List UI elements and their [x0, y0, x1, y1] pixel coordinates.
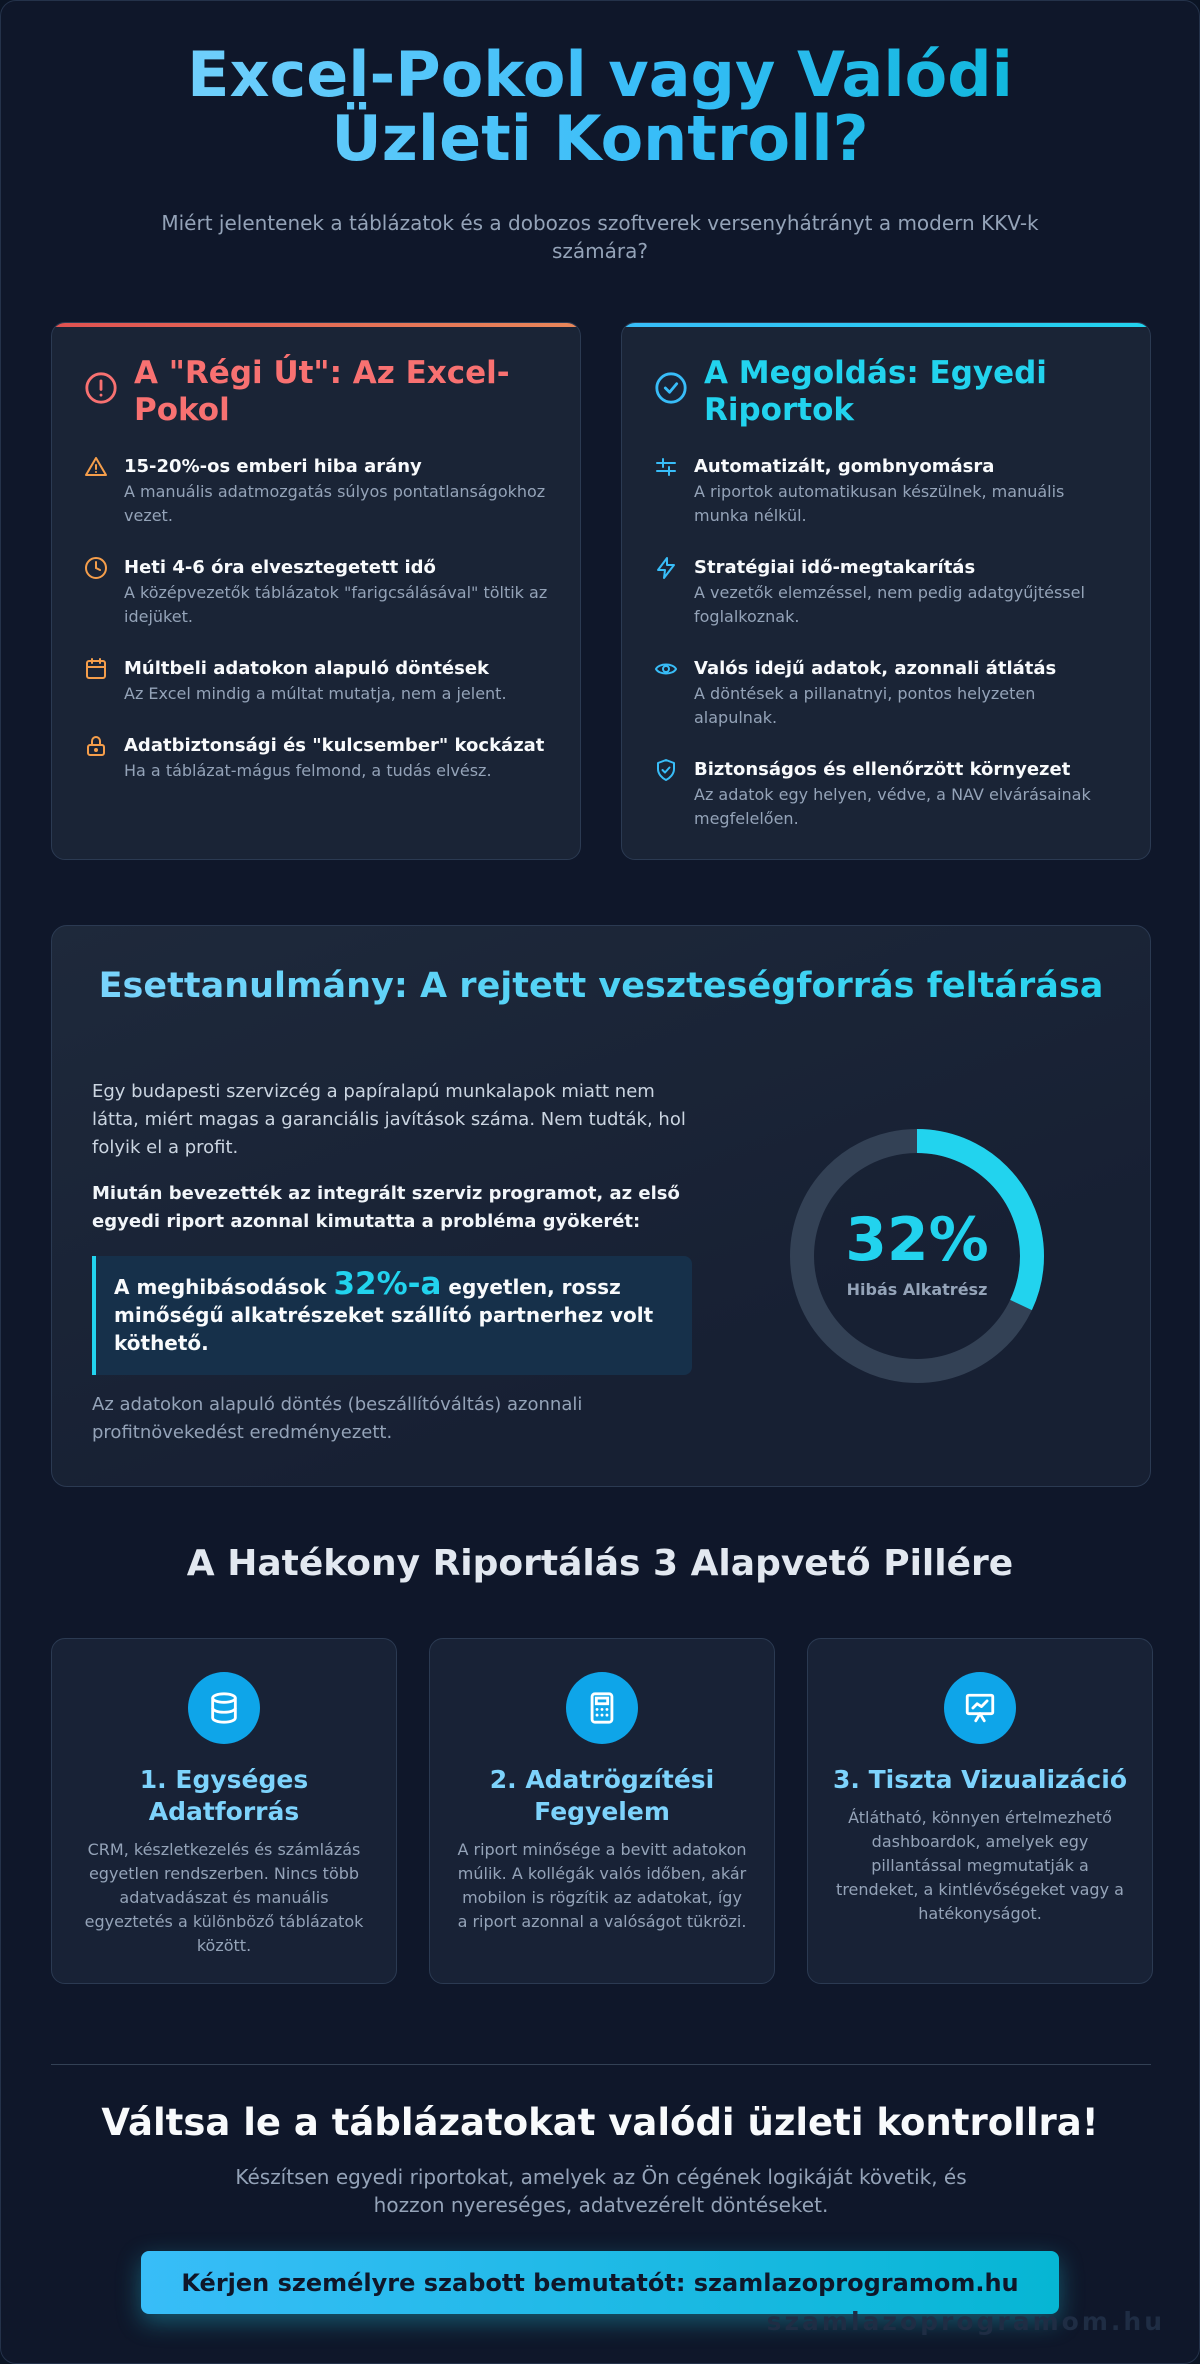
old-way-item	[84, 453, 550, 528]
presentation-chart-icon	[963, 1691, 997, 1725]
item-title: Múltbeli adatokon alapuló döntések	[124, 658, 490, 679]
item-desc: A döntések a pillanatnyi, pontos helyzeten alapulnak.	[694, 684, 1036, 727]
solution-accent-bar	[622, 323, 1150, 327]
solution-item	[654, 554, 1120, 629]
page-subtitle: Miért jelentenek a táblázatok és a dobozos szoftverek versenyhátrányt a modern KKV-k számára?	[161, 211, 1039, 263]
item-title: Stratégiai idő-megtakarítás	[694, 557, 976, 578]
item-desc: A vezetők elemzéssel, nem pedig adatgyűjtéssel foglalkoznak.	[694, 583, 1085, 626]
lightning-icon	[654, 556, 678, 580]
case-study-quote	[92, 1256, 692, 1375]
item-desc: Ha a táblázat-mágus felmond, a tudás elvész.	[124, 761, 492, 780]
warning-triangle-icon	[84, 455, 108, 479]
check-circle-icon	[654, 371, 688, 405]
old-way-card	[51, 322, 581, 860]
cta-title: Váltsa le a táblázatokat valódi üzleti kontrollra!	[101, 2101, 1099, 2144]
pillar-icon-circle	[566, 1672, 638, 1744]
demo-request-button[interactable]: Kérjen személyre szabott bemutatót: szamlazoprogramom.hu	[141, 2251, 1059, 2314]
clock-icon	[84, 556, 108, 580]
page-title: Excel-Pokol vagy Valódi Üzleti Kontroll?	[80, 43, 1120, 171]
solution-item	[654, 756, 1120, 831]
old-way-title: A "Régi Út": Az Excel-Pokol	[134, 355, 510, 428]
section-divider	[51, 2064, 1151, 2065]
pillar-desc: Átlátható, könnyen értelmezhető dashboardok, amelyek egy pillantással megmutatják a trendeket, a kintlévőségeket vagy a hatékonyságot.	[836, 1808, 1124, 1923]
case-study-finding: Miután bevezették az integrált szerviz programot, az első egyedi riport azonnal kimutatta a probléma gyökerét:	[92, 1183, 680, 1232]
quote-highlight: 32%-a	[333, 1266, 442, 1302]
old-way-accent-bar	[52, 323, 580, 327]
item-title: Automatizált, gombnyomásra	[694, 456, 995, 477]
calendar-icon	[84, 657, 108, 681]
calculator-icon	[585, 1691, 619, 1725]
solution-title: A Megoldás: Egyedi Riportok	[704, 355, 1047, 428]
quote-text-before: A meghibásodások	[114, 1275, 334, 1299]
case-study-section	[51, 925, 1151, 1487]
item-title: Valós idejű adatok, azonnali átlátás	[694, 658, 1057, 679]
pillar-icon-circle	[188, 1672, 260, 1744]
item-title: Heti 4-6 óra elvesztegetett idő	[124, 557, 436, 578]
old-way-item	[84, 554, 550, 629]
item-desc: A középvezetők táblázatok "farigcsálásával" töltik az idejüket.	[124, 583, 548, 626]
lock-icon	[84, 734, 108, 758]
pillar-card	[429, 1638, 775, 1984]
donut-percentage: 32%	[845, 1205, 989, 1275]
item-desc: A riportok automatikusan készülnek, manuális munka nélkül.	[694, 482, 1065, 525]
exclamation-circle-icon	[84, 371, 118, 405]
item-desc: Az adatok egy helyen, védve, a NAV elvárásainak megfelelően.	[694, 785, 1091, 828]
pillar-icon-circle	[944, 1672, 1016, 1744]
pillar-title: 1. Egységes Adatforrás	[139, 1765, 309, 1826]
pillars-title: A Hatékony Riportálás 3 Alapvető Pillére	[186, 1543, 1014, 1584]
pillar-desc: CRM, készletkezelés és számlázás egyetlen rendszerben. Nincs több adatvadászat és manuális egyeztetés a különböző táblázatok között.	[84, 1840, 364, 1955]
item-desc: Az Excel mindig a múltat mutatja, nem a jelent.	[124, 684, 507, 703]
item-title: 15-20%-os emberi hiba arány	[124, 456, 422, 477]
item-desc: A manuális adatmozgatás súlyos pontatlanságokhoz vezet.	[124, 482, 546, 525]
solution-item	[654, 655, 1120, 730]
case-study-intro: Egy budapesti szervizcég a papíralapú munkalapok miatt nem látta, miért magas a garanciális javítások száma. Nem tudták, hol folyik el a profit.	[92, 1081, 686, 1158]
solution-item	[654, 453, 1120, 528]
case-study-title: Esettanulmány: A rejtett veszteségforrás feltárása	[52, 966, 1150, 1006]
pillar-card	[807, 1638, 1153, 1984]
item-title: Biztonságos és ellenőrzött környezet	[694, 759, 1071, 780]
sliders-icon	[654, 455, 678, 479]
database-icon	[207, 1691, 241, 1725]
donut-label: Hibás Alkatrész	[846, 1280, 988, 1299]
hero	[1, 1, 1199, 265]
donut-gauge	[787, 1126, 1047, 1386]
pillar-title: 2. Adatrögzítési Fegyelem	[489, 1765, 715, 1826]
old-way-item	[84, 655, 550, 706]
eye-icon	[654, 657, 678, 681]
shield-check-icon	[654, 758, 678, 782]
pillar-title: 3. Tiszta Vizualizáció	[833, 1765, 1127, 1794]
comparison-section	[51, 322, 1151, 860]
solution-card	[621, 322, 1151, 860]
pillar-desc: A riport minősége a bevitt adatokon múlik. A kollégák valós időben, akár mobilon is rögzítik az adatokat, így a riport azonnal a valóságot tükrözi.	[457, 1840, 747, 1931]
item-title: Adatbiztonsági és "kulcsember" kockázat	[124, 735, 545, 756]
cta-subtitle: Készítsen egyedi riportokat, amelyek az Ön cégének logikáját követik, és hozzon nyereséges, adatvezérelt döntéseket.	[235, 2165, 967, 2217]
case-study-result: Az adatokon alapuló döntés (beszállítóváltás) azonnali profitnövekedést eredményezett.	[92, 1394, 583, 1443]
pillar-card	[51, 1638, 397, 1984]
watermark: szamlazoprogramom.hu	[766, 2307, 1165, 2336]
quote-text-after: egyetlen, rossz minőségű alkatrészeket szállító partnerhez volt köthető.	[114, 1275, 654, 1355]
old-way-item	[84, 732, 550, 783]
